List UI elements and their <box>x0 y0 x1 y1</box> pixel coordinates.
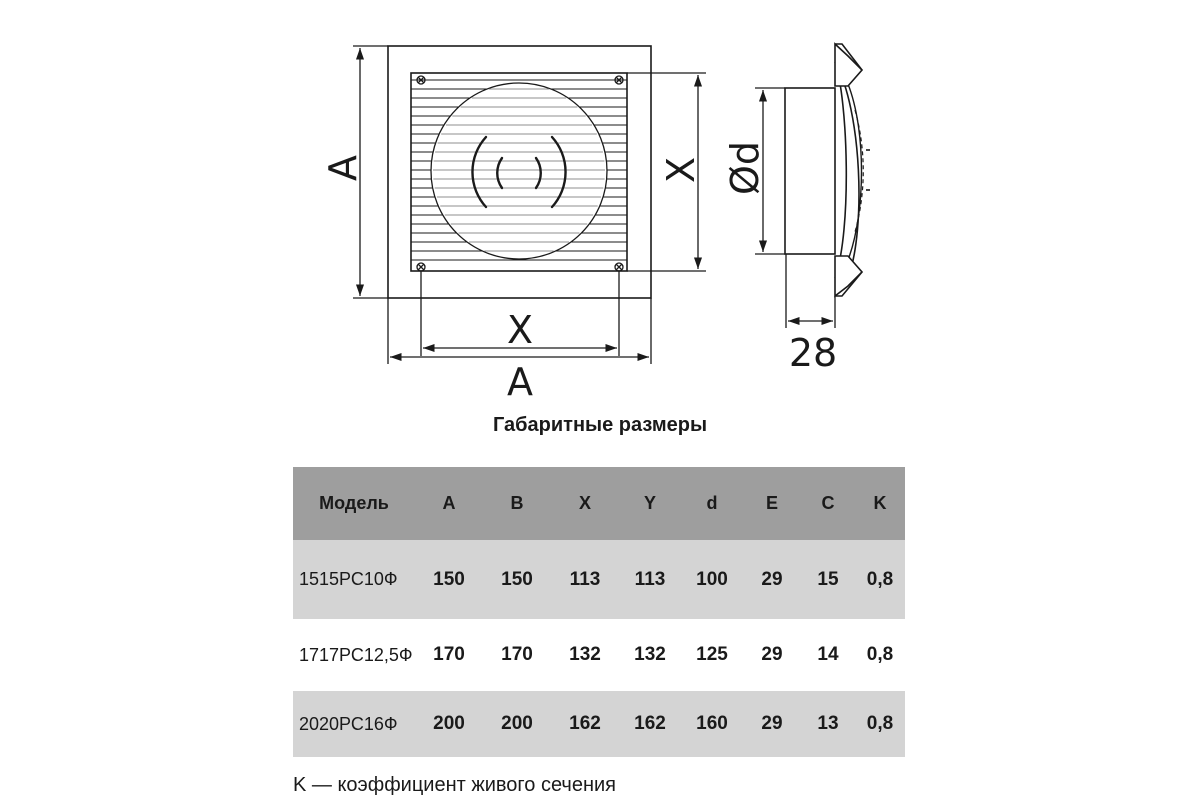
cell-b: 170 <box>483 619 551 691</box>
cell-a: 170 <box>415 619 483 691</box>
cell-d: 100 <box>681 540 743 619</box>
table-row <box>293 619 905 691</box>
label-depth: 28 <box>788 331 838 375</box>
cell-e: 29 <box>743 691 801 757</box>
front-view <box>388 46 651 298</box>
header-model: Модель <box>293 467 415 540</box>
cell-d: 125 <box>681 619 743 691</box>
cell-x: 162 <box>551 691 619 757</box>
cell-c: 13 <box>801 691 855 757</box>
cell-b: 150 <box>483 540 551 619</box>
label-outer-width: A <box>507 360 533 400</box>
cell-a: 150 <box>415 540 483 619</box>
footnote: K — коэффициент живого сечения <box>293 774 617 796</box>
cell-x: 132 <box>551 619 619 691</box>
label-outer-height: A <box>321 155 365 181</box>
cell-c: 14 <box>801 619 855 691</box>
label-inner-width: X <box>506 308 534 352</box>
cell-y: 132 <box>619 619 681 691</box>
cell-e: 29 <box>743 540 801 619</box>
cell-d: 160 <box>681 691 743 757</box>
header-x: X <box>551 467 619 540</box>
table-header-row <box>293 467 905 540</box>
header-e: E <box>743 467 801 540</box>
table-row <box>293 540 905 619</box>
cell-b: 200 <box>483 691 551 757</box>
cell-k: 0,8 <box>855 540 905 619</box>
label-duct-diameter: Ød <box>723 140 767 196</box>
label-inner-height: X <box>659 156 703 184</box>
cell-c: 15 <box>801 540 855 619</box>
cell-y: 113 <box>619 540 681 619</box>
cell-y: 162 <box>619 691 681 757</box>
cell-e: 29 <box>743 619 801 691</box>
header-b: B <box>483 467 551 540</box>
header-d: d <box>681 467 743 540</box>
header-k: K <box>855 467 905 540</box>
table-row <box>293 691 905 757</box>
cell-k: 0,8 <box>855 619 905 691</box>
header-c: C <box>801 467 855 540</box>
cell-model: 2020РС16Ф <box>293 691 415 757</box>
dimensions-table <box>293 467 905 757</box>
duct-spigot <box>785 88 835 254</box>
caption-title: Габаритные размеры <box>492 414 708 436</box>
cell-model: 1717РС12,5Ф <box>293 619 415 691</box>
cell-model: 1515РС10Ф <box>293 540 415 619</box>
cell-k: 0,8 <box>855 691 905 757</box>
header-y: Y <box>619 467 681 540</box>
cell-a: 200 <box>415 691 483 757</box>
side-view <box>785 44 870 296</box>
header-a: A <box>415 467 483 540</box>
cell-x: 113 <box>551 540 619 619</box>
